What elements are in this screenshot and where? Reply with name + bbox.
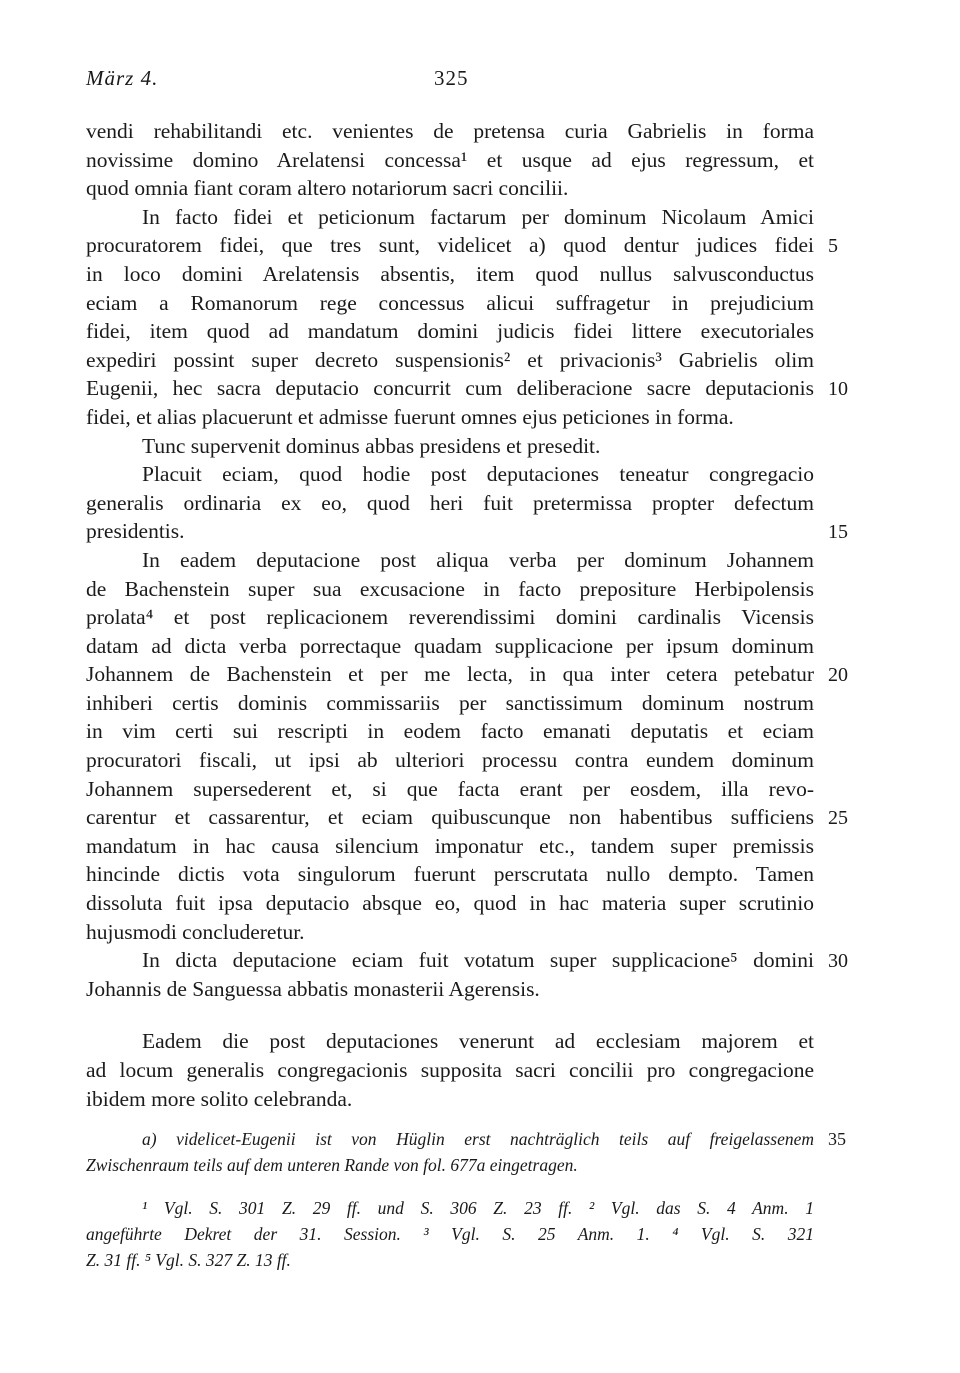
text-line: fidei, et alias placuerunt et admisse fuerunt omnes ejus peticiones in forma. — [86, 404, 734, 429]
line-number: 30 — [828, 950, 848, 972]
text-line: generalis ordinaria ex eo, quod heri fuit pretermissa propter defectum — [86, 490, 814, 515]
text-line: expediri possint super decreto suspensionis² et privacionis³ Gabrielis olim — [86, 347, 814, 372]
text-line: carentur et cassarentur, et eciam quibuscunque non habentibus sufficiens — [86, 805, 814, 830]
text-line: Tunc supervenit dominus abbas presidens et presedit. — [142, 433, 601, 458]
text-line: eciam a Romanorum rege concessus alicui suffragetur in prejudicium — [86, 290, 814, 315]
line-number: 5 — [828, 235, 838, 257]
text-line: fidei, item quod ad mandatum domini judicis fidei littere executoriales — [86, 319, 814, 344]
main-text — [86, 117, 814, 1113]
text-line: procuratori fiscali, ut ipsi ab ulteriori processu contra eundem dominum — [86, 748, 814, 773]
page-number: 325 — [434, 66, 469, 90]
text-line: In dicta deputacione eciam fuit votatum super supplicacione⁵ domini — [142, 948, 814, 973]
footnote-line: Zwischenraum teils auf dem unteren Rande von fol. 677a eingetragen. — [86, 1154, 578, 1175]
footnote-line: angeführte Dekret der 31. Session. ³ Vgl. S. 25 Anm. 1. ⁴ Vgl. S. 321 — [86, 1224, 814, 1245]
text-line: In eadem deputacione post aliqua verba per dominum Johannem — [142, 547, 814, 572]
line-number: 25 — [828, 807, 848, 829]
text-line: dissoluta fuit ipsa deputacio absque eo, quod in hac materia super scrutinio — [86, 891, 814, 916]
footnotes — [86, 1127, 814, 1273]
text-line: ad locum generalis congregacionis supposita sacri concilii pro congregacione — [86, 1058, 814, 1082]
text-line: Johannis de Sanguessa abbatis monasterii Agerensis. — [86, 976, 540, 1001]
footnote-line: Z. 31 ff. ⁵ Vgl. S. 327 Z. 13 ff. — [86, 1249, 291, 1270]
footnote-line: a) videlicet-Eugenii ist von Hüglin erst nachträglich teils auf freigelassenem — [142, 1129, 814, 1149]
text-line: presidentis. — [86, 519, 185, 544]
text-line: mandatum in hac causa silencium imponatur etc., tandem super premissis — [86, 833, 814, 858]
text-line: hincinde dictis vota singulorum fuerunt perscrutata nullo dempto. Tamen — [86, 862, 814, 887]
line-number: 20 — [828, 664, 848, 686]
text-line: novissime domino Arelatensi concessa¹ et usque ad ejus regressum, et — [86, 147, 814, 172]
text-line: hujusmodi concluderetur. — [86, 919, 305, 944]
text-line: Johannem de Bachenstein et per me lecta, in qua inter cetera petebatur — [86, 662, 814, 687]
text-line: in vim certi sui rescripti in eodem facto emanati deputatis et eciam — [86, 719, 814, 744]
text-line: ibidem more solito celebranda. — [86, 1086, 353, 1111]
line-number: 10 — [828, 378, 848, 400]
text-line: vendi rehabilitandi etc. venientes de pretensa curia Gabrielis in forma — [86, 119, 814, 143]
text-line: quod omnia fiant coram altero notariorum sacri concilii. — [86, 176, 569, 201]
text-line: Placuit eciam, quod hodie post deputaciones teneatur congregacio — [142, 462, 814, 487]
footnote-line: ¹ Vgl. S. 301 Z. 29 ff. und S. 306 Z. 23 ff. ² Vgl. das S. 4 Anm. 1 — [142, 1198, 814, 1219]
text-line: datam ad dicta verba porrectaque quadam supplicacione per ipsum dominum — [86, 633, 814, 658]
text-line: In facto fidei et peticionum factarum per dominum Nicolaum Amici — [142, 204, 814, 229]
text-line: prolata⁴ et post replicacionem reverendissimi domini cardinalis Vicensis — [86, 605, 814, 630]
text-line: Eugenii, hec sacra deputacio concurrit cum deliberacione sacre deputacionis — [86, 376, 814, 401]
text-line: Eadem die post deputaciones venerunt ad ecclesiam majorem et — [142, 1029, 814, 1054]
running-header-date: März 4. — [86, 66, 159, 90]
text-line: inhiberi certis dominis commissariis per sanctissimum dominum nostrum — [86, 690, 814, 715]
line-number: 15 — [828, 521, 848, 543]
line-number: 35 — [828, 1129, 846, 1149]
text-line: Johannem supersederent et, si que facta erant per eosdem, illa revo- — [86, 776, 814, 801]
text-line: in loco domini Arelatensis absentis, item quod nullus salvusconductus — [86, 261, 814, 286]
text-line: de Bachenstein super sua excusacione in facto prepositure Herbipolensis — [86, 576, 814, 601]
text-line: procuratorem fidei, que tres sunt, videlicet a) quod dentur judices fidei — [86, 233, 814, 258]
